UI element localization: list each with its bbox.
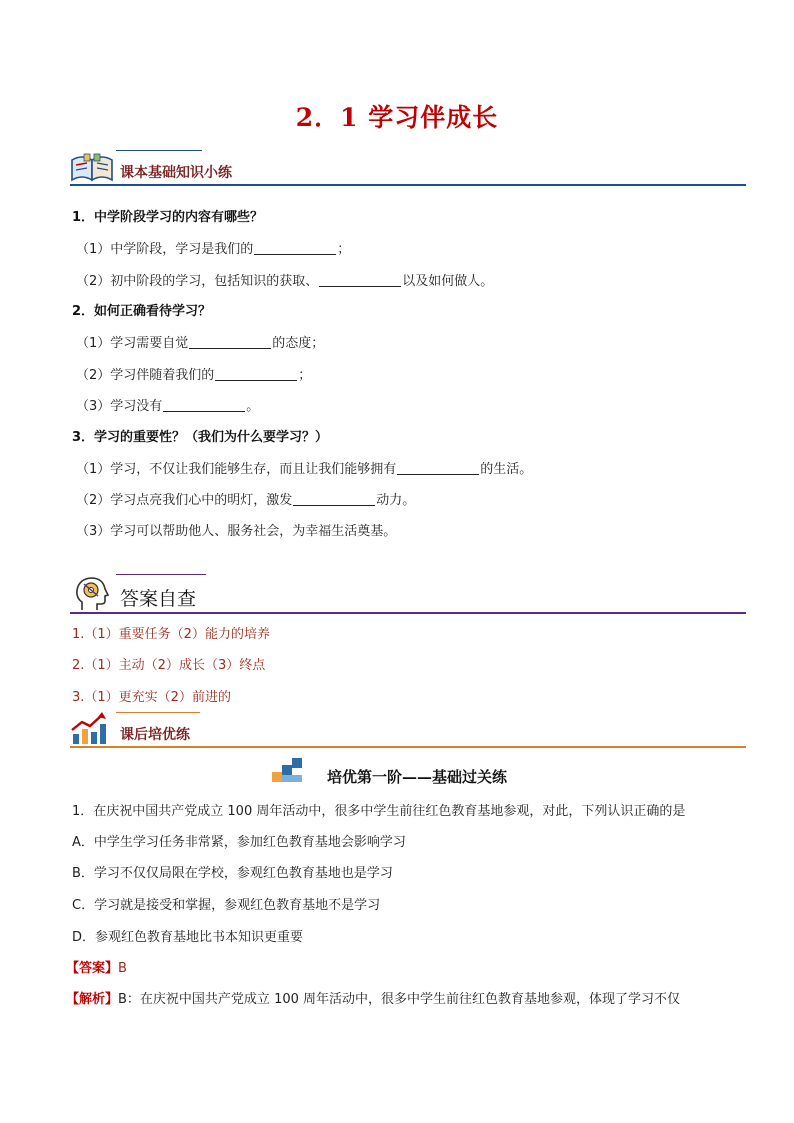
section-header-practice — [70, 710, 746, 750]
section-header-answers — [70, 572, 746, 616]
question-3-title: 3．学习的重要性？（我们为什么要学习？） — [72, 430, 329, 445]
answer-row — [66, 957, 127, 976]
mc-option-a: A．中学生学习任务非常紧，参加红色教育基地会影响学习 — [72, 835, 406, 850]
question-3-line-3: （3）学习可以帮助他人、服务社会，为幸福生活奠基。 — [76, 524, 397, 539]
mc-option-c: C．学习就是接受和掌握，参观红色教育基地不是学习 — [72, 898, 381, 913]
answer-line-1: 1.（1）重要任务（2）能力的培养 — [72, 627, 270, 642]
mc-option-d: D．参观红色教育基地比书本知识更重要 — [72, 930, 304, 945]
fill-blank — [189, 337, 271, 349]
fill-blank — [254, 243, 336, 255]
head-gear-icon — [72, 574, 112, 614]
question-1-line-1: （1）中学阶段，学习是我们的 ； — [76, 242, 351, 257]
analysis-tag: 【解析】 — [66, 992, 119, 1007]
question-1-title: 1．中学阶段学习的内容有哪些？ — [72, 210, 264, 225]
question-2-line-3: （3）学习没有 。 — [76, 399, 260, 414]
answer-line-2: 2.（1）主动（2）成长（3）终点 — [72, 658, 266, 673]
mc-question: 1．在庆祝中国共产党成立 100 周年活动中，很多中学生前往红色教育基地参观，对此，下列认识正确的是 — [72, 804, 686, 819]
fill-blank — [293, 494, 375, 506]
question-2-title: 2．如何正确看待学习？ — [72, 304, 212, 319]
question-2-line-2: （2）学习伴随着我们的 ； — [76, 368, 312, 383]
section-heading-answers: 答案自查 — [120, 588, 197, 610]
analysis-row — [66, 988, 680, 1007]
growth-chart-icon — [70, 712, 108, 746]
answer-line-3: 3.（1）更充实（2）前进的 — [72, 690, 231, 705]
question-2-line-1: （1）学习需要自觉 的态度； — [76, 336, 325, 351]
open-book-icon — [70, 152, 114, 186]
page-title: 2．1 学习伴成长 — [295, 103, 499, 132]
fill-blank — [215, 369, 297, 381]
section-heading-basics: 课本基础知识小练 — [120, 165, 232, 181]
answer-tag: 【答案】 — [66, 961, 119, 976]
answer-value: B — [118, 961, 127, 976]
section-heading-practice: 课后培优练 — [120, 727, 190, 743]
question-3-line-1: （1）学习，不仅让我们能够生存，而且让我们能够拥有 的生活。 — [76, 462, 533, 477]
analysis-text: B：在庆祝中国共产党成立 100 周年活动中，很多中学生前往红色教育基地参观，体现了学习不仅 — [118, 992, 681, 1007]
stage-title: 培优第一阶——基础过关练 — [326, 768, 507, 786]
fill-blank — [397, 463, 479, 475]
question-3-line-2: （2）学习点亮我们心中的明灯，激发 动力。 — [76, 493, 416, 508]
question-1-line-2: （2）初中阶段的学习，包括知识的获取、 以及如何做人。 — [76, 274, 494, 289]
section-header-basics — [70, 148, 746, 188]
fill-blank — [319, 275, 401, 287]
fill-blank — [163, 400, 245, 412]
mc-option-b: B．学习不仅仅局限在学校，参观红色教育基地也是学习 — [72, 866, 393, 881]
